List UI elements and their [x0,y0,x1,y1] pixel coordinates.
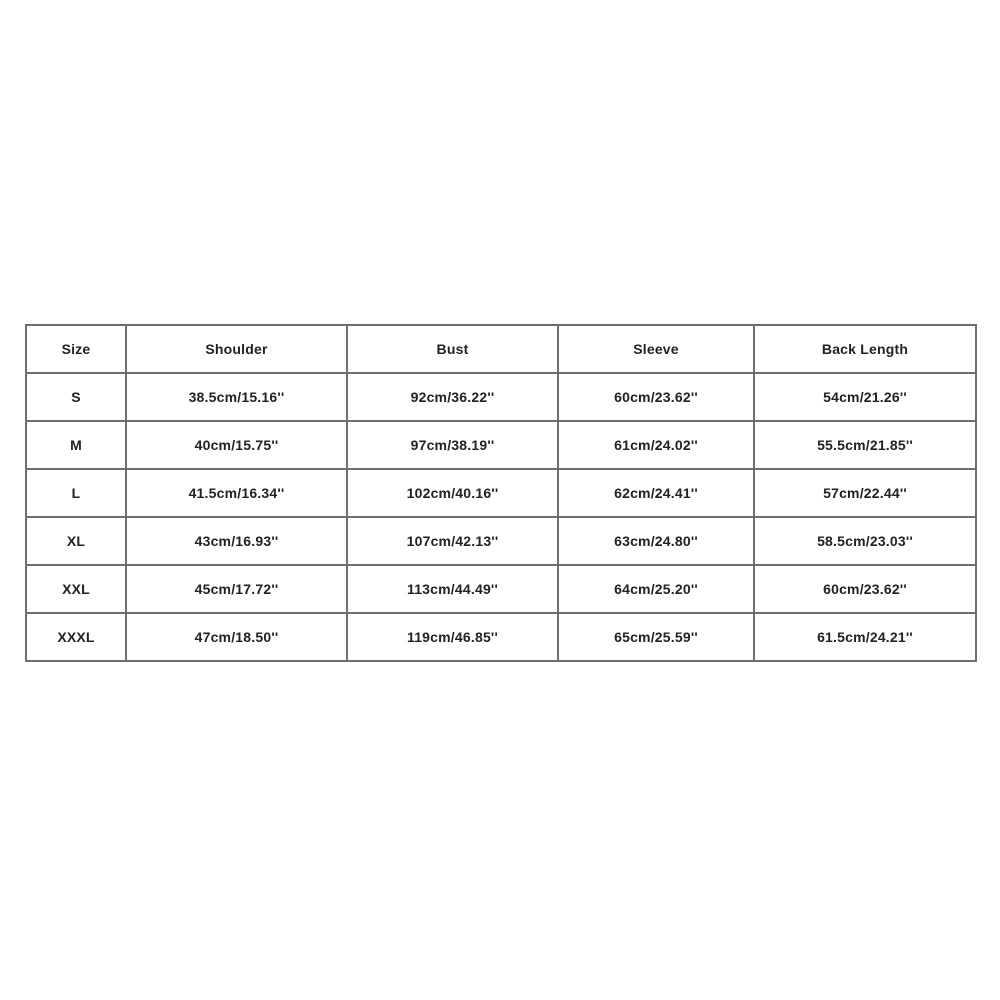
header-back-length: Back Length [754,325,976,373]
cell-size: L [26,469,126,517]
table-header-row [26,325,976,373]
cell-sleeve: 62cm/24.41'' [558,469,754,517]
cell-size: M [26,421,126,469]
cell-back-length: 57cm/22.44'' [754,469,976,517]
table-row [26,373,976,421]
cell-shoulder: 40cm/15.75'' [126,421,347,469]
cell-bust: 107cm/42.13'' [347,517,558,565]
cell-back-length: 58.5cm/23.03'' [754,517,976,565]
cell-bust: 113cm/44.49'' [347,565,558,613]
cell-sleeve: 65cm/25.59'' [558,613,754,661]
table-row [26,517,976,565]
cell-shoulder: 43cm/16.93'' [126,517,347,565]
table-row [26,565,976,613]
cell-size: S [26,373,126,421]
cell-size: XL [26,517,126,565]
cell-back-length: 54cm/21.26'' [754,373,976,421]
cell-sleeve: 61cm/24.02'' [558,421,754,469]
table-row [26,469,976,517]
cell-size: XXXL [26,613,126,661]
size-chart-table [25,324,977,662]
cell-back-length: 61.5cm/24.21'' [754,613,976,661]
header-sleeve: Sleeve [558,325,754,373]
cell-sleeve: 60cm/23.62'' [558,373,754,421]
cell-bust: 92cm/36.22'' [347,373,558,421]
header-bust: Bust [347,325,558,373]
cell-shoulder: 41.5cm/16.34'' [126,469,347,517]
cell-back-length: 55.5cm/21.85'' [754,421,976,469]
table-row [26,613,976,661]
cell-back-length: 60cm/23.62'' [754,565,976,613]
header-shoulder: Shoulder [126,325,347,373]
cell-bust: 102cm/40.16'' [347,469,558,517]
table-row [26,421,976,469]
cell-size: XXL [26,565,126,613]
cell-shoulder: 47cm/18.50'' [126,613,347,661]
cell-bust: 97cm/38.19'' [347,421,558,469]
cell-sleeve: 64cm/25.20'' [558,565,754,613]
cell-shoulder: 38.5cm/15.16'' [126,373,347,421]
cell-bust: 119cm/46.85'' [347,613,558,661]
cell-sleeve: 63cm/24.80'' [558,517,754,565]
header-size: Size [26,325,126,373]
cell-shoulder: 45cm/17.72'' [126,565,347,613]
